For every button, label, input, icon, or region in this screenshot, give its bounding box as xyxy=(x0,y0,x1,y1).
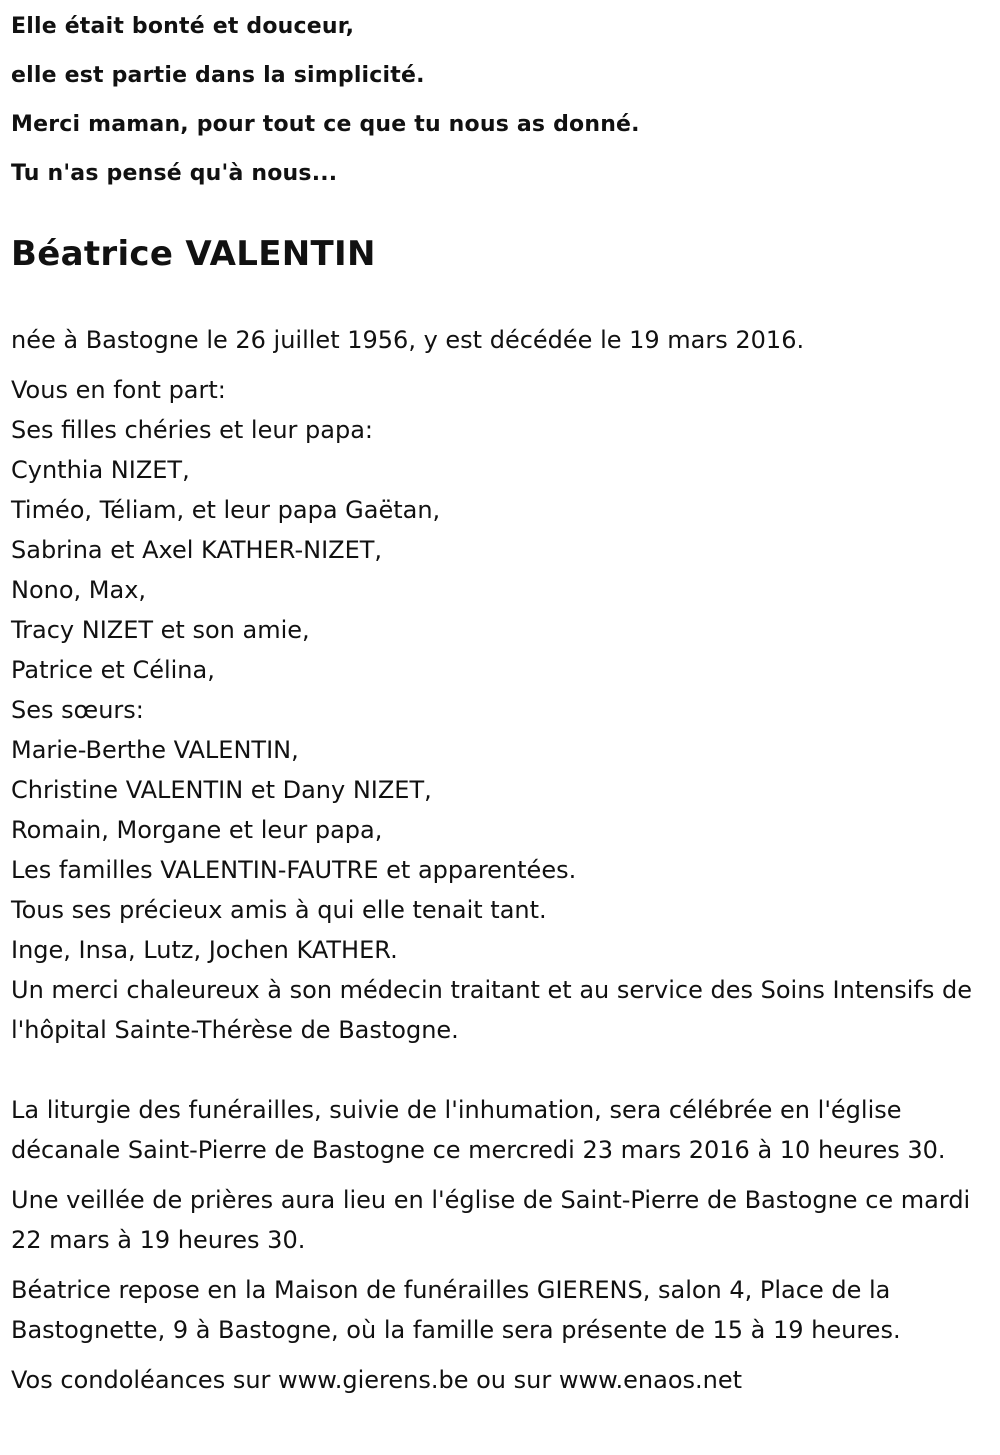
family-line: Inge, Insa, Lutz, Jochen KATHER. xyxy=(11,936,398,964)
family-line: Patrice et Célina, xyxy=(11,656,215,684)
family-line: Tous ses précieux amis à qui elle tenait tant. xyxy=(11,896,547,924)
rest-paragraph: Béatrice repose en la Maison de funérailles GIERENS, salon 4, Place de la Bastognette, 9 à Bastogne, où la famille sera présente de 15 à 19 heures. xyxy=(11,1276,901,1344)
family-line: Marie-Berthe VALENTIN, xyxy=(11,736,299,764)
family-line: Ses sœurs: xyxy=(11,696,144,724)
vigil-paragraph: Une veillée de prières aura lieu en l'église de Saint-Pierre de Bastogne ce mardi 22 mars à 19 heures 30. xyxy=(11,1186,971,1254)
family-line: Timéo, Téliam, et leur papa Gaëtan, xyxy=(11,496,441,524)
family-line: Sabrina et Axel KATHER-NIZET, xyxy=(11,536,383,564)
verse-line-1: Elle était bonté et douceur, xyxy=(11,14,355,39)
obituary-notice xyxy=(11,0,996,1394)
family-line: Cynthia NIZET, xyxy=(11,456,190,484)
deceased-name: Béatrice VALENTIN xyxy=(11,234,376,274)
verse-line-2: elle est partie dans la simplicité. xyxy=(11,63,425,88)
thanks-paragraph: Un merci chaleureux à son médecin traitant et au service des Soins Intensifs de l'hôpital Sainte-Thérèse de Bastogne. xyxy=(11,976,972,1044)
condolences-line: Vos condoléances sur www.gierens.be ou sur www.enaos.net xyxy=(11,1366,743,1394)
family-line: Vous en font part: xyxy=(11,376,226,404)
family-line: Tracy NIZET et son amie, xyxy=(11,616,310,644)
notice-body xyxy=(11,320,996,1400)
family-line: Les familles VALENTIN-FAUTRE et apparentées. xyxy=(11,856,577,884)
verse-line-4: Tu n'as pensé qu'à nous... xyxy=(11,161,338,186)
family-line: Ses filles chéries et leur papa: xyxy=(11,416,374,444)
paragraph-spacer xyxy=(11,1050,996,1090)
birth-death-line: née à Bastogne le 26 juillet 1956, y est décédée le 19 mars 2016. xyxy=(11,326,805,354)
family-list xyxy=(11,370,996,970)
family-line: Romain, Morgane et leur papa, xyxy=(11,816,383,844)
verse-block xyxy=(11,0,996,198)
family-line: Christine VALENTIN et Dany NIZET, xyxy=(11,776,432,804)
family-line: Nono, Max, xyxy=(11,576,147,604)
verse-line-3: Merci maman, pour tout ce que tu nous as donné. xyxy=(11,112,640,137)
liturgy-paragraph: La liturgie des funérailles, suivie de l'inhumation, sera célébrée en l'église décanale Saint-Pierre de Bastogne ce mercredi 23 mars 2016 à 10 heures 30. xyxy=(11,1096,946,1164)
